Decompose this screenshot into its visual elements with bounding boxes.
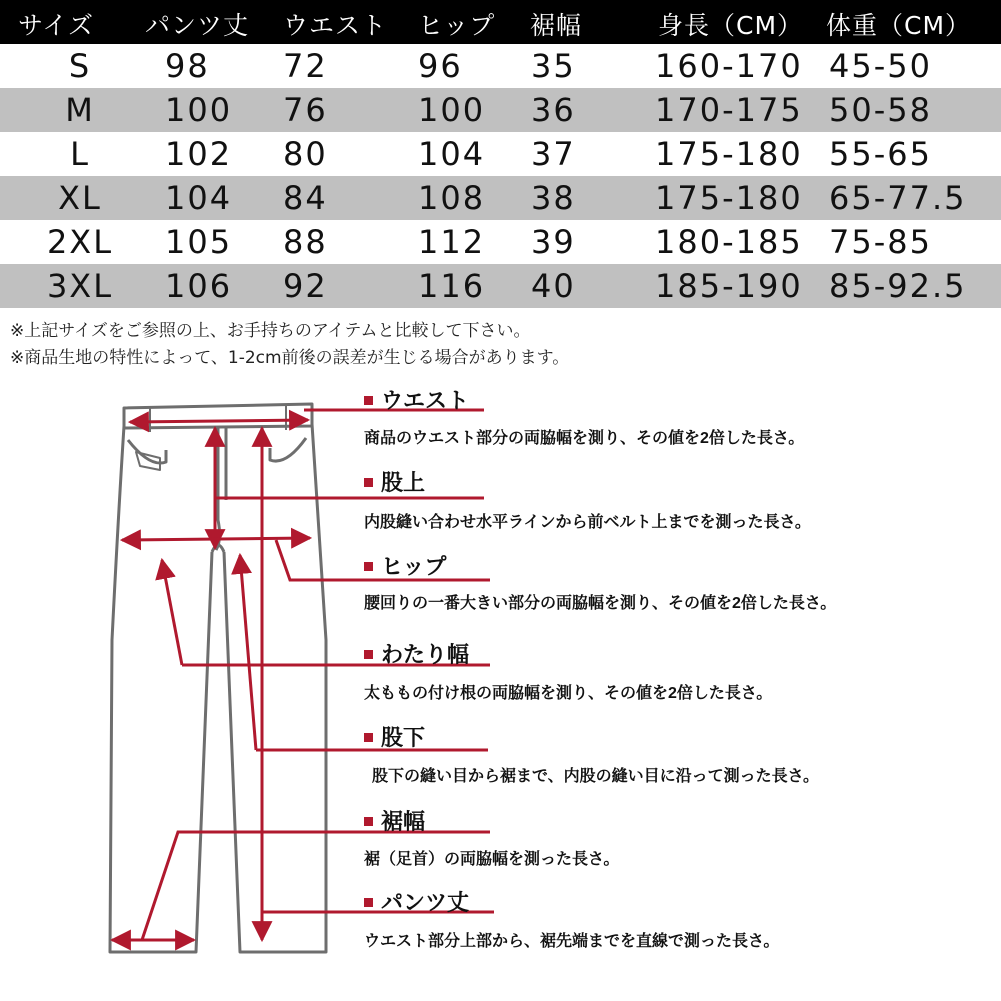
header-height: 身長（CM） xyxy=(658,11,804,40)
header-hip: ヒップ xyxy=(418,11,496,40)
table-cell: 160-170 xyxy=(655,47,803,85)
table-cell: 102 xyxy=(165,135,233,173)
measure-hem-title xyxy=(364,805,425,836)
table-cell: 55-65 xyxy=(829,135,932,173)
table-cell: 88 xyxy=(283,223,328,261)
measure-hip-title xyxy=(364,550,446,581)
table-cell: 100 xyxy=(418,91,486,129)
measure-title-label: ウエスト xyxy=(381,388,470,413)
table-cell: 40 xyxy=(531,267,576,305)
table-cell: 106 xyxy=(165,267,233,305)
measure-waist-title xyxy=(364,384,469,415)
table-cell: 92 xyxy=(283,267,328,305)
measure-inseam-title xyxy=(364,721,425,752)
table-cell: 85-92.5 xyxy=(829,267,967,305)
measure-length-title xyxy=(364,886,469,917)
header-hem-width: 裾幅 xyxy=(530,11,583,40)
table-cell: 2XL xyxy=(46,223,114,261)
table-cell: 116 xyxy=(418,267,486,305)
header-waist: ウエスト xyxy=(283,11,388,40)
note-compare: ※上記サイズをご参照の上、お手持ちのアイテムと比較して下さい。 xyxy=(10,321,531,341)
bullet-icon xyxy=(364,733,373,742)
table-cell: 37 xyxy=(531,135,576,173)
table-cell: M xyxy=(65,91,95,129)
bullet-icon xyxy=(364,478,373,487)
table-cell: 80 xyxy=(283,135,328,173)
table-cell: 36 xyxy=(531,91,576,129)
table-cell: L xyxy=(70,135,90,173)
note-tolerance: ※商品生地の特性によって、1-2cm前後の誤差が生じる場合があります。 xyxy=(10,348,570,368)
table-cell: 75-85 xyxy=(829,223,932,261)
bullet-icon xyxy=(364,898,373,907)
table-cell: 35 xyxy=(531,47,576,85)
table-cell: 96 xyxy=(418,47,463,85)
header-weight: 体重（CM） xyxy=(826,11,972,40)
measure-title-label: 裾幅 xyxy=(381,809,426,834)
header-pants-length: パンツ丈 xyxy=(145,11,250,40)
table-cell: 65-77.5 xyxy=(829,179,967,217)
measure-waist-desc: 商品のウエスト部分の両脇幅を測り、その値を2倍した長さ。 xyxy=(364,430,805,447)
table-cell: 38 xyxy=(531,179,576,217)
measure-rise-desc: 内股縫い合わせ水平ラインから前ベルト上までを測った長さ。 xyxy=(364,514,811,531)
table-cell: 175-180 xyxy=(655,135,803,173)
measure-hem-desc: 裾（足首）の両脇幅を測った長さ。 xyxy=(364,851,620,868)
table-cell: 76 xyxy=(283,91,328,129)
measure-title-label: 股下 xyxy=(381,725,426,750)
table-cell: 39 xyxy=(531,223,576,261)
measure-title-label: わたり幅 xyxy=(381,642,470,667)
bullet-icon xyxy=(364,562,373,571)
table-cell: 108 xyxy=(418,179,486,217)
measure-thigh-desc: 太ももの付け根の両脇幅を測り、その値を2倍した長さ。 xyxy=(364,685,773,702)
measure-hip-desc: 腰回りの一番大きい部分の両脇幅を測り、その値を2倍した長さ。 xyxy=(364,595,837,612)
table-cell: 175-180 xyxy=(655,179,803,217)
table-cell: 185-190 xyxy=(655,267,803,305)
header-size: サイズ xyxy=(18,11,95,40)
table-cell: 72 xyxy=(283,47,328,85)
table-cell: 104 xyxy=(418,135,486,173)
measure-thigh-title xyxy=(364,638,469,669)
table-cell: 112 xyxy=(418,223,486,261)
table-cell: S xyxy=(68,47,92,85)
bullet-icon xyxy=(364,396,373,405)
table-cell: 45-50 xyxy=(829,47,932,85)
table-cell: 100 xyxy=(165,91,233,129)
table-cell: 105 xyxy=(165,223,233,261)
measure-rise-title xyxy=(364,466,425,497)
measure-title-label: パンツ丈 xyxy=(381,890,470,915)
table-cell: 3XL xyxy=(46,267,114,305)
table-cell: 50-58 xyxy=(829,91,932,129)
measure-title-label: 股上 xyxy=(381,470,426,495)
measure-inseam-desc: 股下の縫い目から裾まで、内股の縫い目に沿って測った長さ。 xyxy=(372,768,820,785)
table-cell: 170-175 xyxy=(655,91,803,129)
table-cell: 180-185 xyxy=(655,223,803,261)
bullet-icon xyxy=(364,817,373,826)
table-cell: 84 xyxy=(283,179,328,217)
table-cell: XL xyxy=(58,179,102,217)
bullet-icon xyxy=(364,650,373,659)
measure-length-desc: ウエスト部分上部から、裾先端までを直線で測った長さ。 xyxy=(364,933,780,950)
table-cell: 104 xyxy=(165,179,233,217)
table-cell: 98 xyxy=(165,47,210,85)
measure-title-label: ヒップ xyxy=(381,554,447,579)
